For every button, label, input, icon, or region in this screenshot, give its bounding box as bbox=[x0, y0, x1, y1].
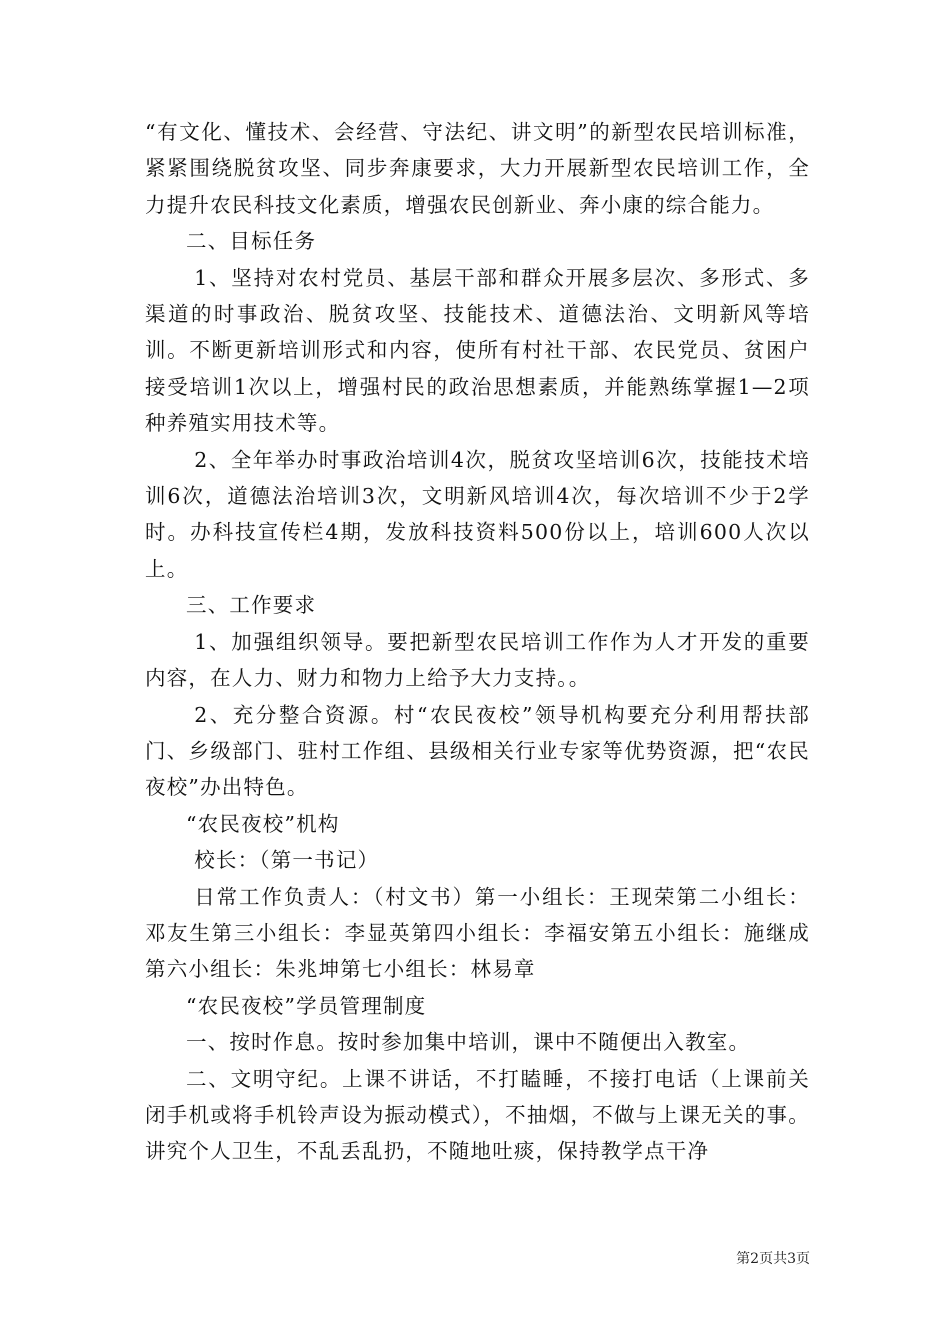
page-number-footer: 第2页共3页 bbox=[736, 1251, 810, 1267]
paragraph-rule-1: 一、按时作息。按时参加集中培训，课中不随便出入教室。 bbox=[186, 1030, 751, 1055]
section-heading-goals: 二、目标任务 bbox=[186, 229, 317, 254]
paragraph-goal-1: 1、坚持对农村党员、基层干部和群众开展多层次、多形式、多渠道的时事政治、脱贫攻坚、技能技术、道德法治、文明新风等培训。不断更新培训形式和内容，使所有村社干部、农民党员、贫困户接受培训1次以上，增强村民的政治思想素质，并能熟练掌握1—2项种养殖实用技术等。 bbox=[145, 265, 810, 436]
paragraph-goal-2: 2、全年举办时事政治培训4次，脱贫攻坚培训6次，技能技术培训6次，道德法治培训3次，文明新风培训4次，每次培训不少于2学时。办科技宣传栏4期，发放科技资料500份以上，培训600人次以上。 bbox=[145, 447, 810, 581]
paragraph-rule-2: 二、文明守纪。上课不讲话，不打瞌睡，不接打电话（上课前关闭手机或将手机铃声设为振动模式），不抽烟，不做与上课无关的事。讲究个人卫生，不乱丢乱扔，不随地吐痰，保持教学点干净 bbox=[145, 1066, 810, 1164]
paragraph-staff-list: 日常工作负责人：（村文书）第一小组长：王现荣第二小组长：邓友生第三小组长：李显英第四小组长：李福安第五小组长：施继成第六小组长：朱兆坤第七小组长：林易章 bbox=[145, 884, 810, 982]
paragraph-requirement-2: 2、充分整合资源。村“农民夜校”领导机构要充分利用帮扶部门、乡级部门、驻村工作组、县级相关行业专家等优势资源，把“农民夜校”办出特色。 bbox=[145, 702, 810, 800]
paragraph-requirement-1: 1、加强组织领导。要把新型农民培训工作作为人才开发的重要内容，在人力、财力和物力上给予大力支持。。 bbox=[145, 629, 810, 691]
paragraph-principal: 校长：（第一书记） bbox=[194, 848, 380, 873]
heading-night-school-organization: “农民夜校”机构 bbox=[186, 811, 340, 836]
paragraph-intro-continuation: “有文化、懂技术、会经营、守法纪、讲文明”的新型农民培训标准，紧紧围绕脱贫攻坚、同步奔康要求，大力开展新型农民培训工作，全力提升农民科技文化素质，增强农民创新业、奔小康的综合能力。 bbox=[145, 120, 810, 217]
section-heading-requirements: 三、工作要求 bbox=[186, 593, 317, 618]
document-body bbox=[145, 114, 810, 1170]
heading-student-rules: “农民夜校”学员管理制度 bbox=[186, 993, 427, 1018]
